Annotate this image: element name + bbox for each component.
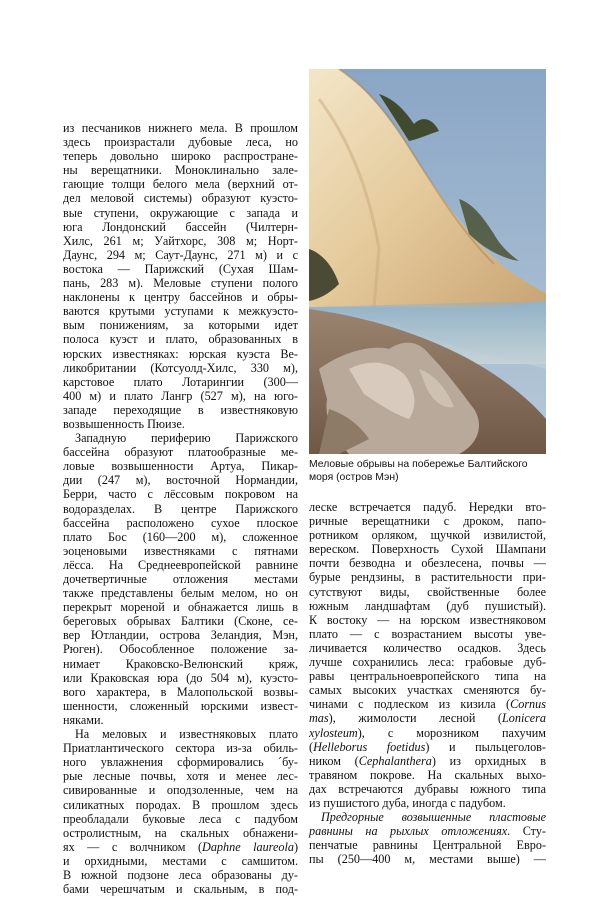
text-line: самых высоких участках сменяются бу- (309, 683, 546, 698)
text-line: из пушистого дуба, иногда с падубом. (309, 795, 506, 810)
latin-term: Cornus (510, 697, 546, 712)
section-heading-italic: равнины на рыхлых отложениях (309, 824, 508, 839)
text-line: личивается количество осадков. Здесь (309, 640, 546, 655)
caption-line: моря (остров Мэн) (309, 471, 399, 483)
text-line: дах встречаются дубравы южного типа (309, 781, 546, 796)
text-line: ротником орляком, щучкой извилистой, (309, 528, 546, 543)
text-line (309, 726, 546, 740)
text-line: или Краковская юра (до 504 м), куэсто- (63, 670, 298, 685)
text-line: дочетвертичные отложения местами (63, 572, 298, 586)
photo-illustration (309, 69, 546, 454)
text-line: Берри, часто с лёссовым покровом на (63, 487, 298, 502)
text-line (309, 810, 546, 824)
text-line: юга Лондонский бассейн (Чилтерн- (63, 219, 298, 234)
text-line: почти безводна и обезлесена, почвы — (309, 556, 546, 571)
text-line: бассейна образуют платообразные ме- (63, 445, 298, 460)
latin-term: xylosteum (309, 725, 358, 740)
chalk-cliffs-photo (309, 69, 546, 454)
text-line: остролистным, на скальных обнажени- (63, 825, 298, 840)
text-line: и орхидными, местами с самшитом. (63, 853, 298, 868)
text-line: Хилс, 261 м; Уайтхорс, 308 м; Норт- (63, 233, 298, 248)
text-line: гающие толщи белого мела (верхний от- (63, 177, 298, 192)
text-line: няками. (63, 712, 104, 727)
text-line: наклонены к центру бассейнов и обры- (63, 290, 298, 305)
text-line: силикатных породах. В прошлом здесь (63, 797, 298, 812)
latin-term: Helleborus foetidus (313, 739, 426, 754)
text-run: ях — с волчником ( (63, 839, 203, 854)
text-line: 400 м) и плато Лангр (527 м), на юго- (63, 388, 298, 403)
paragraph (63, 121, 298, 431)
text-run: чинами с подлеском из кизила ( (309, 697, 511, 712)
text-line: здесь произрастали дубовые леса, но (63, 135, 298, 150)
section-heading-italic: Предгорные возвышенные пластовые (321, 810, 546, 825)
left-text-column (63, 121, 298, 896)
text-line: востока — Парижский (Сухая Шам- (63, 261, 298, 276)
text-run: ником ( (309, 753, 359, 768)
text-run: ) из орхидных в (431, 753, 546, 768)
text-line: ричные верещатники с дроком, папо- (309, 514, 546, 529)
text-line: шенности, сложенный юрскими извест- (63, 698, 298, 713)
latin-term: Lonicera (501, 711, 546, 726)
caption-line: Меловые обрывы на побережье Балтийского (309, 459, 528, 470)
paragraph (63, 431, 298, 727)
text-line: полоса куэст и плато, образованных в (63, 332, 298, 347)
text-run: ), с морозником пахучим (357, 725, 546, 740)
text-line: вым понижениям, за которыми идет (63, 318, 298, 333)
text-line: лёсса. На Среднеевропейской равнине (63, 557, 298, 572)
text-line: сивированные и оподзоленные, чем на (63, 783, 298, 798)
text-line: пань, 283 м). Меловые ступени полого (63, 276, 298, 291)
text-line: водоразделах. В центре Парижского (63, 501, 298, 516)
text-line: южным ландшафтам (дуб пушистый). (309, 598, 546, 613)
text-line (63, 840, 298, 854)
text-line: Западную периферию Парижского (75, 431, 298, 446)
text-line: юрских известняках: юрская куэста Ве- (63, 346, 298, 361)
latin-term: mas (309, 711, 329, 726)
text-line: леске встречается падуб. Нередки вто- (309, 500, 546, 514)
text-line (309, 754, 546, 768)
text-line: западе переходящие в известняковую (63, 402, 298, 417)
text-line: равы центральноевропейского типа на (309, 669, 546, 684)
text-line: Приатлантического сектора из-за обиль- (63, 741, 298, 756)
latin-term: Daphne laureola (202, 839, 294, 854)
text-line: рые лесные почвы, хотя и менее лес- (63, 769, 298, 784)
text-line: возвышенность Пюизе. (63, 416, 185, 431)
text-line: сутствуют виды, свойственные более (309, 584, 546, 599)
text-line: бами черешчатым и скальным, в под- (63, 882, 298, 897)
text-line: ваются крутыми уступами к межкуэсто- (63, 304, 298, 319)
paragraph (309, 810, 546, 866)
text-line: пы (250—400 м, местами выше) — (309, 852, 546, 867)
text-line: эоценовыми известняками с пятнами (63, 543, 298, 558)
text-line: пенчатые равнины Центральной Евро- (309, 838, 546, 853)
text-line (309, 711, 546, 725)
text-line: перекрыт мореной и обнажается лишь в (63, 600, 298, 615)
text-run: ), жимолости лесной ( (328, 711, 502, 726)
text-line: ного увлажнения сформировались ´бу- (63, 755, 298, 770)
text-line: Даунс, 294 м; Саут-Даунс, 271 м) и с (63, 247, 298, 262)
text-run: ( (309, 739, 314, 754)
text-line: теперь довольно широко распростране- (63, 149, 298, 164)
text-line: вер Ютландии, острова Зеландия, Мэн, (63, 628, 298, 643)
text-line: дел меловой системы) образуют куэсто- (63, 191, 298, 206)
text-line (309, 697, 546, 711)
text-line: вого характера, в Малопольской возвы- (63, 684, 298, 699)
text-line: К востоку — на юрском известняковом (309, 612, 546, 627)
text-line: ны верещатники. Моноклинально зале- (63, 163, 298, 178)
text-line: ловые возвышенности Артуа, Пикар- (63, 459, 298, 474)
text-line (309, 824, 546, 838)
text-line: В южной подзоне леса образованы ду- (63, 867, 298, 882)
text-line: лучше сохранились леса: грабовые дуб- (309, 655, 546, 670)
text-line: из песчаников нижнего мела. В прошлом (63, 121, 298, 135)
text-line: плато Бос (160—200 м), сложенное (63, 529, 298, 544)
text-run: ) и пыльцеголов- (425, 739, 546, 754)
text-line: дии (247 м), восточной Нормандии, (63, 473, 298, 488)
paragraph (309, 500, 546, 810)
text-line: вереском. Поверхность Сухой Шампани (309, 542, 546, 557)
paragraph (63, 727, 298, 896)
photo-caption (309, 459, 546, 484)
text-line: вые ступени, окружающие с запада и (63, 205, 298, 220)
text-line: бассейна расположено сухое плоское (63, 515, 298, 530)
latin-term: Cephalanthera (358, 753, 432, 768)
text-run: ) (293, 839, 298, 854)
text-line: карстовое плато Лотарингии (300— (63, 374, 298, 389)
text-line: нимает Краковско-Велюнский кряж, (63, 656, 298, 671)
text-line: бурые рендзины, в растительности при- (309, 570, 546, 585)
text-line: также представлены белым мелом, но он (63, 586, 298, 601)
text-run: . Сту- (507, 824, 546, 839)
text-line: плато — с возрастанием высоты уве- (309, 626, 546, 641)
text-line (309, 740, 546, 754)
text-line: ликобритании (Котсуолд-Хилс, 330 м), (63, 360, 298, 375)
text-line: береговых обрывах Балтики (Сконе, се- (63, 614, 298, 629)
text-line: На меловых и известняковых плато (75, 727, 298, 742)
right-text-column (309, 500, 546, 866)
text-line: травяном покрове. На скальных выхо- (309, 767, 546, 782)
text-line: Рюген). Обособленное положение за- (63, 642, 298, 657)
text-line: преобладали буковые леса с падубом (63, 811, 298, 826)
